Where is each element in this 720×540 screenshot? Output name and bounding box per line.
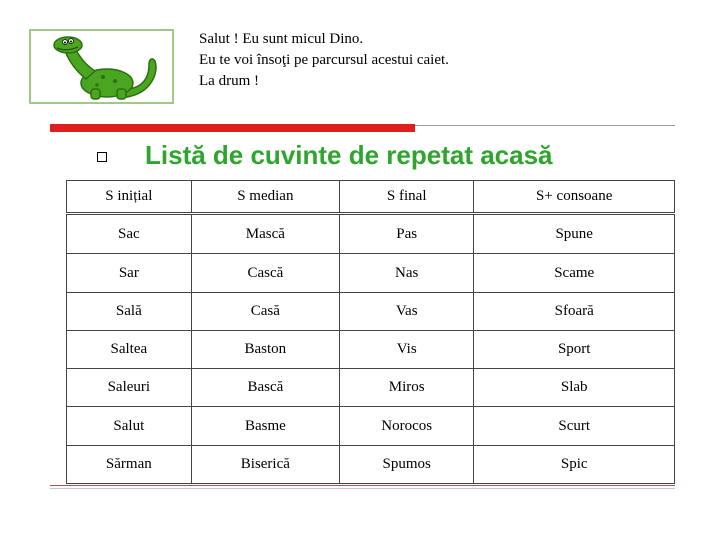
intro-line: Eu te voi însoţi pe parcursul acestui caiet. [199,52,449,68]
table-cell: Basme [191,407,339,445]
table-cell: Scurt [474,407,675,445]
table-cell: Nas [340,254,474,292]
table-cell: Sac [67,214,192,254]
dino-mascot [29,29,174,104]
column-header: S final [340,181,474,214]
table-cell: Salut [67,407,192,445]
table-row [67,330,675,368]
table-cell: Miros [340,369,474,407]
column-header: S+ consoane [474,181,675,214]
table-cell: Cască [191,254,339,292]
table-cell: Spune [474,214,675,254]
table-cell: Mască [191,214,339,254]
intro-line: La drum ! [199,73,259,89]
table-cell: Spumos [340,445,474,483]
table-cell: Vas [340,292,474,330]
table-cell: Scame [474,254,675,292]
table-row [67,254,675,292]
table-header-row [67,181,675,214]
table-cell: Sar [67,254,192,292]
table-cell: Sărman [67,445,192,483]
word-table [66,180,675,484]
column-header: S median [191,181,339,214]
table-cell: Vis [340,330,474,368]
table-cell: Casă [191,292,339,330]
table-cell: Slab [474,369,675,407]
column-header: S inițial [67,181,192,214]
table-cell: Saltea [67,330,192,368]
gray-divider [415,125,675,126]
bottom-divider [50,485,675,486]
table-cell: Bască [191,369,339,407]
table-row [67,407,675,445]
bottom-divider-shadow [50,488,675,489]
intro-text [199,29,449,92]
table-row [67,214,675,254]
intro-line: Salut ! Eu sunt micul Dino. [199,31,364,47]
table-cell: Saleuri [67,369,192,407]
dinosaur-icon [31,31,172,102]
table-row [67,369,675,407]
table-cell: Sfoară [474,292,675,330]
red-divider [50,124,415,132]
page-title: Listă de cuvinte de repetat acasă [145,140,553,170]
table-cell: Biserică [191,445,339,483]
square-bullet-icon [97,152,107,162]
table-cell: Pas [340,214,474,254]
table-cell: Norocos [340,407,474,445]
table-cell: Spic [474,445,675,483]
table-row [67,292,675,330]
table-cell: Sport [474,330,675,368]
table-cell: Sală [67,292,192,330]
table-row [67,445,675,483]
table-cell: Baston [191,330,339,368]
